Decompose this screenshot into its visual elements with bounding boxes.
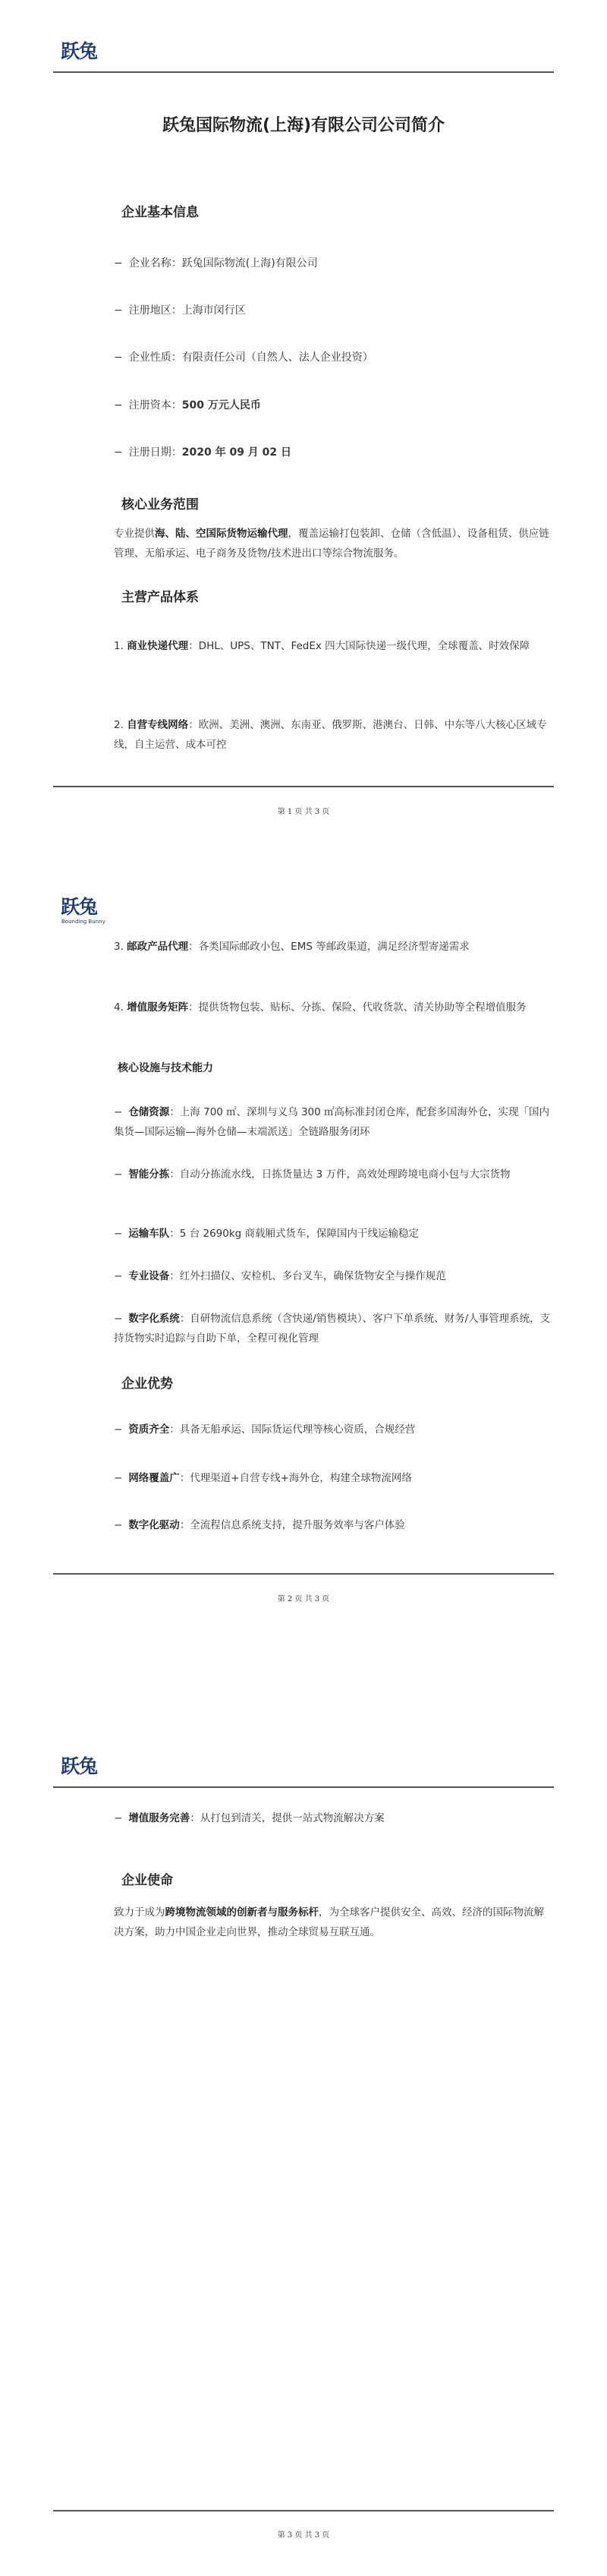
advantage-item-network: − 网络覆盖广：代理渠道+自营专线+海外仓，构建全球物流网络 xyxy=(114,1472,412,1484)
page-number-footer: 第 3 页 共 3 页 xyxy=(277,2531,330,2540)
dash: − xyxy=(114,352,123,364)
page-1 xyxy=(0,0,607,858)
dash: − xyxy=(114,446,123,459)
section-heading-mission: 企业使命 xyxy=(121,1873,173,1888)
company-logo xyxy=(61,40,106,71)
logo-cn: 跃兔 xyxy=(61,40,98,62)
mission-paragraph: 致力于成为跨境物流领域的创新者与服务标杆，为全球客户提供安全、高效、经济的国际物流解决方案，助力中国企业走向世界，推动全球贸易互联互通。 xyxy=(114,1906,544,1938)
company-logo xyxy=(61,896,106,926)
info-registered-capital: − 注册资本：500 万元人民币 xyxy=(114,399,261,411)
facility-item-equipment: − 专业设备：红外扫描仪、安检机、多台叉车，确保货物安全与操作规范 xyxy=(114,1270,446,1282)
facility-item-storage: − 仓储资源：上海 700 ㎡、深圳与义乌 300 ㎡高标准封闭仓库，配套多国海外仓，实现「国内集货—国际运输—海外仓储—末端派送」全链路服务闭环 xyxy=(114,1106,550,1138)
company-logo xyxy=(61,1755,106,1786)
section-heading-main-products: 主营产品体系 xyxy=(121,590,199,605)
product-item-3: 3. 邮政产品代理：各类国际邮政小包、EMS 等邮政渠道，满足经济型寄递需求 xyxy=(114,941,470,953)
document-title: 跃兔国际物流(上海)有限公司公司简介 xyxy=(162,116,445,135)
facility-item-digital-system: − 数字化系统：自研物流信息系统（含快递/销售模块）、客户下单系统、财务/人事管理系统，支持货物实时追踪与自助下单，全程可视化管理 xyxy=(114,1313,551,1345)
header-rule xyxy=(53,71,554,73)
info-company-type: − 企业性质：有限责任公司（自然人、法人企业投资） xyxy=(114,352,373,364)
section-heading-core-business: 核心业务范围 xyxy=(121,497,199,512)
logo-en: Bounding Bunny xyxy=(61,919,105,925)
advantage-item-digital: − 数字化驱动：全流程信息系统支持，提升服务效率与客户体验 xyxy=(114,1519,405,1531)
header-rule xyxy=(53,1786,554,1788)
product-item-1: 1. 商业快递代理：DHL、UPS、TNT、FedEx 四大国际快递一级代理，全球覆盖、时效保障 xyxy=(114,640,530,652)
section-heading-advantages: 企业优势 xyxy=(121,1376,173,1392)
page-number-footer: 第 2 页 共 3 页 xyxy=(277,1595,330,1603)
dash: − xyxy=(114,399,123,411)
footer-rule xyxy=(53,2510,554,2511)
page-3 xyxy=(0,1716,607,2576)
advantage-item-qualification: − 资质齐全：具备无船承运、国际货运代理等核心资质，合规经营 xyxy=(114,1424,416,1436)
footer-rule xyxy=(53,1573,554,1575)
logo-cn: 跃兔 xyxy=(61,1755,98,1777)
page-number-footer: 第 1 页 共 3 页 xyxy=(277,808,330,816)
info-registration-region: − 注册地区：上海市闵行区 xyxy=(114,304,246,317)
page-2 xyxy=(0,858,607,1716)
dash: − xyxy=(114,304,123,317)
section-heading-core-facilities: 核心设施与技术能力 xyxy=(118,1062,213,1074)
logo-cn: 跃兔 xyxy=(61,896,98,918)
core-business-paragraph: 专业提供海、陆、空国际货物运输代理，覆盖运输打包装卸、仓储（含低温）、设备租赁、供应链管理、无船承运、电子商务及货物/技术进出口等综合物流服务。 xyxy=(114,528,549,560)
footer-rule xyxy=(53,786,554,787)
facility-item-fleet: − 运输车队：5 台 2690kg 商载厢式货车，保障国内干线运输稳定 xyxy=(114,1228,420,1240)
product-item-4: 4. 增值服务矩阵：提供货物包装、贴标、分拣、保险、代收货款、清关协助等全程增值服务 xyxy=(114,1001,527,1014)
section-heading-basic-info: 企业基本信息 xyxy=(121,205,199,220)
advantage-item-value-added: − 增值服务完善：从打包到清关，提供一站式物流解决方案 xyxy=(114,1812,385,1824)
info-registration-date: − 注册日期：2020 年 09 月 02 日 xyxy=(114,446,292,459)
info-company-name: − 企业名称：跃兔国际物流(上海)有限公司 xyxy=(114,257,318,270)
product-item-2: 2. 自营专线网络：欧洲、美洲、澳洲、东南亚、俄罗斯、港澳台、日韩、中东等八大核心区域专线，自主运营、成本可控 xyxy=(114,719,547,751)
facility-item-sorting: − 智能分拣：自动分拣流水线，日拣货量达 3 万件，高效处理跨境电商小包与大宗货物 xyxy=(114,1168,511,1181)
dash: − xyxy=(114,257,123,270)
